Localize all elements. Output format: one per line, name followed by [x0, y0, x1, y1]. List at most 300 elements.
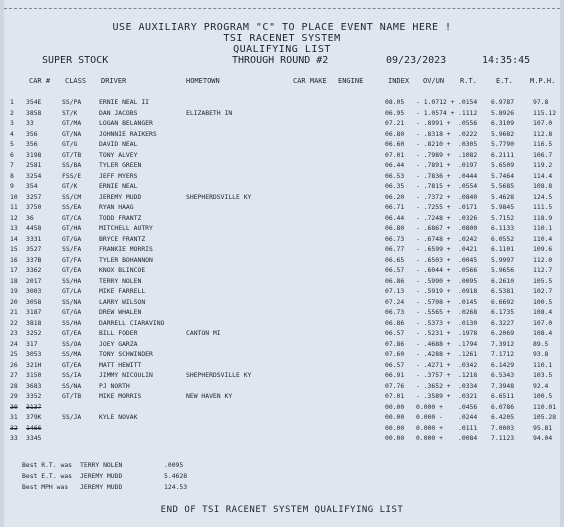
row-elapsed-time: 5.5685: [491, 182, 515, 190]
table-row: [4, 172, 560, 183]
row-position: 31: [10, 413, 18, 421]
row-class: SS/CM: [62, 192, 82, 201]
row-hometown: SHEPHERDSVILLE KY: [186, 192, 252, 201]
row-position: 20: [10, 297, 18, 306]
row-reaction-time: .0197: [458, 161, 478, 169]
table-row: [4, 140, 560, 151]
table-row: [4, 371, 560, 382]
best-name: JEREMY MUDD: [80, 472, 123, 480]
row-ov-un: - .4288 +: [416, 350, 451, 358]
table-row: [4, 298, 560, 309]
row-mph: 105.5: [533, 276, 553, 285]
row-position: 25: [10, 350, 18, 358]
row-class: GT/HA: [62, 224, 82, 232]
row-elapsed-time: 6.0786: [491, 402, 515, 411]
row-position: 33: [10, 434, 18, 442]
row-ov-un: - .8210 +: [416, 140, 451, 148]
row-class: GT/CA: [62, 213, 82, 222]
row-index: 06.57: [385, 329, 405, 337]
row-position: 10: [10, 192, 18, 201]
row-driver: JOEY GARZA: [99, 339, 138, 348]
row-index: 06.53: [385, 171, 405, 180]
row-elapsed-time: 5.9997: [491, 255, 515, 264]
row-mph: 118.9: [533, 213, 553, 222]
row-index: 06.95: [385, 108, 405, 117]
row-position: 30: [10, 402, 18, 411]
row-index: 06.57: [385, 360, 405, 369]
row-driver: TONY SCHWINDER: [99, 350, 153, 358]
row-car-number: 356: [26, 129, 38, 138]
row-reaction-time: .1112: [458, 108, 478, 117]
row-ov-un: - .8318 +: [416, 129, 451, 138]
row-ov-un: 0.000 +: [416, 434, 443, 442]
best-label: Best E.T. was: [22, 472, 73, 480]
row-mph: 110.01: [533, 402, 557, 411]
row-ov-un: 0.000 +: [416, 402, 443, 411]
col-car-make: CAR MAKE: [293, 77, 327, 85]
row-reaction-time: .1261: [458, 350, 478, 358]
row-car-number: 321H: [26, 360, 42, 369]
row-car-number: 1466: [26, 423, 42, 432]
row-car-number: 3150: [26, 371, 42, 379]
row-position: 29: [10, 392, 18, 400]
table-row: [4, 235, 560, 246]
row-reaction-time: .0244: [458, 413, 478, 421]
row-car-number: 3137: [26, 402, 42, 411]
col-et: E.T.: [496, 77, 513, 85]
row-driver: TODD FRANTZ: [99, 213, 142, 222]
row-elapsed-time: 6.5343: [491, 371, 515, 379]
row-index: 06.80: [385, 224, 405, 232]
row-ov-un: - .5919 +: [416, 287, 451, 295]
table-row: [4, 266, 560, 277]
row-reaction-time: .0444: [458, 171, 478, 180]
row-mph: 89.5: [533, 339, 549, 348]
col-driver: DRIVER: [101, 77, 127, 85]
row-index: 06.44: [385, 161, 405, 169]
row-index: 06.86: [385, 318, 405, 327]
col-engine: ENGINE: [338, 77, 364, 85]
row-mph: 112.0: [533, 255, 553, 264]
best-label: Best MPH was: [22, 483, 69, 491]
row-ov-un: - .6748 +: [416, 234, 451, 243]
row-ov-un: - .4271 +: [416, 360, 451, 369]
row-elapsed-time: 5.9682: [491, 129, 515, 138]
row-ov-un: - .8991 +: [416, 119, 451, 127]
row-reaction-time: .1978: [458, 329, 478, 337]
row-ov-un: - .6503 +: [416, 255, 451, 264]
row-class: SS/PA: [62, 98, 82, 106]
row-ov-un: - .5231 +: [416, 329, 451, 337]
row-ov-un: - .3652 +: [416, 381, 451, 390]
table-row: [4, 413, 560, 424]
row-elapsed-time: 6.1133: [491, 224, 515, 232]
table-row: [4, 256, 560, 267]
row-position: 16: [10, 255, 18, 264]
row-reaction-time: .0111: [458, 423, 478, 432]
row-position: 23: [10, 329, 18, 337]
row-elapsed-time: 6.1101: [491, 245, 515, 253]
round-label: THROUGH ROUND #2: [232, 55, 329, 66]
table-row: [4, 319, 560, 330]
row-mph: 105.28: [533, 413, 557, 421]
row-position: 26: [10, 360, 18, 369]
row-elapsed-time: 6.4205: [491, 413, 515, 421]
row-position: 28: [10, 381, 18, 390]
row-class: GT/MA: [62, 119, 82, 127]
row-elapsed-time: 7.3948: [491, 381, 515, 390]
row-driver: JOHNNIE RAIKERS: [99, 129, 157, 138]
row-mph: 124.5: [533, 192, 553, 201]
row-car-number: 3058: [26, 297, 42, 306]
row-reaction-time: .0171: [458, 203, 478, 211]
row-elapsed-time: 6.5381: [491, 287, 515, 295]
row-mph: 102.7: [533, 287, 553, 295]
best-label: Best R.T. was: [22, 461, 73, 469]
table-row: [4, 130, 560, 141]
row-mph: 116.5: [533, 140, 553, 148]
col-mph: M.P.H.: [530, 77, 556, 85]
row-reaction-time: .0095: [458, 276, 478, 285]
row-ov-un: - .7248 +: [416, 213, 451, 222]
row-driver: JEREMY MUDD: [99, 192, 142, 201]
row-car-number: 337B: [26, 255, 42, 264]
row-car-number: 3362: [26, 266, 42, 274]
row-mph: 107.0: [533, 119, 553, 127]
row-driver: TERRY NOLEN: [99, 276, 142, 285]
best-value: 5.4628: [164, 472, 188, 480]
row-index: 06.80: [385, 129, 405, 138]
row-position: 8: [10, 171, 14, 180]
row-hometown: SHEPHERDSVILLE KY: [186, 371, 252, 379]
row-hometown: ELIZABETH IN: [186, 108, 233, 117]
row-driver: KNOX BLINCOE: [99, 266, 146, 274]
row-class: GT/EA: [62, 329, 82, 337]
row-driver: TONY ALVEY: [99, 150, 138, 159]
row-class: GT/GA: [62, 308, 82, 316]
row-mph: 103.5: [533, 371, 553, 379]
row-position: 9: [10, 182, 14, 190]
table-row: [4, 424, 560, 435]
row-class: GT/EA: [62, 266, 82, 274]
row-elapsed-time: 5.9656: [491, 266, 515, 274]
row-index: 07.86: [385, 339, 405, 348]
row-car-number: 354: [26, 182, 38, 190]
col-car: CAR #: [29, 77, 51, 85]
row-elapsed-time: 5.8926: [491, 108, 515, 117]
row-class: SS/HA: [62, 276, 82, 285]
row-driver: MATT HEWITT: [99, 360, 142, 369]
row-mph: 112.7: [533, 266, 553, 274]
row-reaction-time: .0084: [458, 434, 478, 442]
col-hometown: HOMETOWN: [186, 77, 220, 85]
row-index: 06.57: [385, 266, 405, 274]
end-of-list-footer: END OF TSI RACENET SYSTEM QUALIFYING LIST: [160, 505, 404, 515]
table-row: [4, 287, 560, 298]
row-class: GT/EA: [62, 360, 82, 369]
row-car-number: 3818: [26, 318, 42, 327]
row-index: 06.65: [385, 255, 405, 264]
list-title: QUALIFYING LIST: [233, 44, 331, 55]
col-class: CLASS: [65, 77, 87, 85]
row-reaction-time: .0840: [458, 192, 478, 201]
row-driver: FRANKIE MORRIS: [99, 245, 153, 253]
row-car-number: 3198: [26, 150, 42, 159]
row-class: SS/FA: [62, 245, 82, 253]
row-mph: 100.5: [533, 297, 553, 306]
row-class: SS/EA: [62, 203, 82, 211]
row-driver: ERNIE NEAL II: [99, 98, 150, 106]
row-ov-un: - .6599 +: [416, 245, 451, 253]
table-row: [4, 340, 560, 351]
row-class: SS/IA: [62, 371, 82, 379]
row-reaction-time: .0800: [458, 224, 478, 232]
row-index: 06.44: [385, 213, 405, 222]
row-elapsed-time: 6.6511: [491, 392, 515, 400]
row-elapsed-time: 6.2069: [491, 329, 515, 337]
row-class: ST/K: [62, 108, 78, 117]
row-driver: TYLER GREEN: [99, 161, 142, 169]
row-index: 06.20: [385, 192, 405, 201]
row-reaction-time: .0456: [458, 402, 478, 411]
row-car-number: 3053: [26, 350, 42, 358]
row-ov-un: - .7891 +: [416, 161, 451, 169]
row-elapsed-time: 6.2111: [491, 150, 515, 159]
row-mph: 94.04: [533, 434, 553, 442]
table-row: [4, 308, 560, 319]
row-mph: 115.12: [533, 108, 557, 117]
row-class: GT/GA: [62, 234, 82, 243]
row-index: 06.73: [385, 308, 405, 316]
top-rule: [4, 8, 560, 9]
print-date: 09/23/2023: [386, 55, 447, 66]
row-class: SS/JA: [62, 413, 82, 421]
table-row: [4, 329, 560, 340]
row-ov-un: - .5990 +: [416, 276, 451, 285]
row-ov-un: - .3757 +: [416, 371, 451, 379]
row-ov-un: - .5565 +: [416, 308, 451, 316]
row-position: 4: [10, 129, 14, 138]
row-class: GT/LA: [62, 287, 82, 295]
row-ov-un: - .7372 +: [416, 192, 451, 201]
row-class: SS/MA: [62, 350, 82, 358]
row-mph: 107.0: [533, 318, 553, 327]
row-class: GT/G: [62, 140, 78, 148]
row-mph: 93.8: [533, 350, 549, 358]
row-ov-un: - .6867 +: [416, 224, 451, 232]
table-row: [4, 98, 560, 109]
row-driver: BRYCE FRANTZ: [99, 234, 146, 243]
row-index: 07.21: [385, 119, 405, 127]
col-rt: R.T.: [460, 77, 477, 85]
row-index: 00.00: [385, 402, 405, 411]
row-driver: PJ NORTH: [99, 381, 130, 390]
table-row: [4, 382, 560, 393]
row-mph: 92.4: [533, 381, 549, 390]
row-position: 32: [10, 423, 18, 432]
row-car-number: 356: [26, 140, 38, 148]
row-elapsed-time: 6.2610: [491, 276, 515, 285]
row-elapsed-time: 7.0003: [491, 423, 515, 432]
row-position: 7: [10, 161, 14, 169]
table-row: [4, 350, 560, 361]
row-mph: 110.1: [533, 360, 553, 369]
row-position: 11: [10, 203, 18, 211]
row-reaction-time: .0305: [458, 140, 478, 148]
row-car-number: 3187: [26, 308, 42, 316]
row-ov-un: - .4688 +: [416, 339, 451, 348]
table-row: [4, 361, 560, 372]
table-row: [4, 277, 560, 288]
row-class: SS/NA: [62, 297, 82, 306]
row-driver: LARRY WILSON: [99, 297, 146, 306]
table-row: [4, 203, 560, 214]
col-index: INDEX: [388, 77, 410, 85]
row-position: 18: [10, 276, 18, 285]
row-mph: 114.4: [533, 171, 553, 180]
row-index: 07.76: [385, 381, 405, 390]
row-elapsed-time: 5.7152: [491, 213, 515, 222]
row-elapsed-time: 7.1712: [491, 350, 515, 358]
row-car-number: 33: [26, 119, 34, 127]
row-driver: TYLER BOHANNON: [99, 255, 153, 264]
row-elapsed-time: 5.6509: [491, 161, 515, 169]
row-car-number: 379K: [26, 413, 42, 421]
row-position: 2: [10, 108, 14, 117]
row-reaction-time: .0421: [458, 245, 478, 253]
row-ov-un: - .5373 +: [416, 318, 451, 327]
row-elapsed-time: 6.0552: [491, 234, 515, 243]
row-driver: JIMMY NICOULIN: [99, 371, 153, 379]
row-elapsed-time: 6.3109: [491, 119, 515, 127]
row-index: 06.91: [385, 371, 405, 379]
row-index: 06.60: [385, 140, 405, 148]
row-reaction-time: .0556: [458, 119, 478, 127]
row-ov-un: - 1.0574 +: [416, 108, 455, 117]
table-row: [4, 182, 560, 193]
row-car-number: 3252: [26, 329, 42, 337]
row-driver: MIKE MORRIS: [99, 392, 142, 400]
row-ov-un: - .7836 +: [416, 171, 451, 180]
row-driver: MITCHELL AUTRY: [99, 224, 153, 232]
qualifying-table: [4, 98, 560, 445]
row-elapsed-time: 6.3227: [491, 318, 515, 327]
row-reaction-time: .1218: [458, 371, 478, 379]
row-reaction-time: .0154: [458, 98, 478, 106]
row-elapsed-time: 6.1429: [491, 360, 515, 369]
table-row: [4, 119, 560, 130]
row-index: 00.00: [385, 423, 405, 432]
row-class: FSS/E: [62, 171, 82, 180]
row-ov-un: - .5708 +: [416, 297, 451, 306]
row-reaction-time: .0222: [458, 129, 478, 138]
row-reaction-time: .0321: [458, 392, 478, 400]
row-index: 08.05: [385, 98, 405, 106]
row-driver: KYLE NOVAK: [99, 413, 138, 421]
row-reaction-time: .1082: [458, 150, 478, 159]
row-mph: 109.6: [533, 245, 553, 253]
best-name: TERRY NOLEN: [80, 461, 123, 469]
row-car-number: 3683: [26, 381, 42, 390]
row-reaction-time: .0045: [458, 255, 478, 264]
row-reaction-time: .0326: [458, 213, 478, 222]
row-position: 22: [10, 318, 18, 327]
row-driver: JEFF MYERS: [99, 171, 138, 180]
best-name: JEREMY MUDD: [80, 483, 123, 491]
row-index: 07.01: [385, 150, 405, 159]
row-position: 24: [10, 339, 18, 348]
row-elapsed-time: 7.3912: [491, 339, 515, 348]
row-class: SS/HA: [62, 318, 82, 327]
row-position: 3: [10, 119, 14, 127]
row-index: 06.35: [385, 182, 405, 190]
event-placeholder-line: USE AUXILIARY PROGRAM "C" TO PLACE EVENT NAME HERE !: [112, 22, 452, 33]
row-reaction-time: .0268: [458, 308, 478, 316]
row-index: 07.01: [385, 392, 405, 400]
table-row: [4, 403, 560, 414]
row-ov-un: - .3589 +: [416, 392, 451, 400]
row-car-number: 3003: [26, 287, 42, 295]
row-index: 00.00: [385, 413, 405, 421]
col-ov-un: OV/UN: [423, 77, 445, 85]
row-mph: 106.7: [533, 150, 553, 159]
table-row: [4, 392, 560, 403]
row-mph: 108.4: [533, 308, 553, 316]
row-mph: 110.1: [533, 224, 553, 232]
row-position: 15: [10, 245, 18, 253]
row-mph: 111.5: [533, 203, 553, 211]
row-class: GT/FA: [62, 255, 82, 264]
row-class: GT/TB: [62, 150, 82, 159]
row-reaction-time: .0566: [458, 266, 478, 274]
row-car-number: 354E: [26, 98, 42, 106]
row-elapsed-time: 7.1123: [491, 434, 515, 442]
row-index: 06.77: [385, 245, 405, 253]
system-title: TSI RACENET SYSTEM: [223, 33, 341, 44]
row-reaction-time: .0130: [458, 318, 478, 327]
row-mph: 108.8: [533, 182, 553, 190]
row-hometown: NEW HAVEN KY: [186, 392, 233, 400]
row-position: 17: [10, 266, 18, 274]
row-elapsed-time: 5.7790: [491, 140, 515, 148]
row-driver: DAVID NEAL: [99, 140, 138, 148]
row-index: 07.13: [385, 287, 405, 295]
row-car-number: 3527: [26, 245, 42, 253]
row-reaction-time: .0342: [458, 360, 478, 369]
row-driver: LOGAN BELANGER: [99, 119, 153, 127]
row-reaction-time: .0145: [458, 297, 478, 306]
row-car-number: 36: [26, 213, 34, 222]
row-position: 6: [10, 150, 14, 159]
row-reaction-time: .0334: [458, 381, 478, 390]
table-row: [4, 214, 560, 225]
row-driver: BILL FODER: [99, 329, 138, 337]
row-class: SS/BA: [62, 161, 82, 169]
row-reaction-time: .0918: [458, 287, 478, 295]
row-car-number: 3858: [26, 108, 42, 117]
row-mph: 112.8: [533, 129, 553, 138]
table-row: [4, 193, 560, 204]
row-position: 5: [10, 140, 14, 148]
row-car-number: 317: [26, 339, 38, 348]
row-elapsed-time: 6.6692: [491, 297, 515, 306]
table-row: [4, 161, 560, 172]
row-mph: 100.5: [533, 392, 553, 400]
row-mph: 95.81: [533, 423, 553, 432]
class-name: SUPER STOCK: [42, 55, 109, 66]
row-ov-un: - .7989 +: [416, 150, 451, 159]
row-ov-un: - 1.0712 +: [416, 98, 455, 106]
